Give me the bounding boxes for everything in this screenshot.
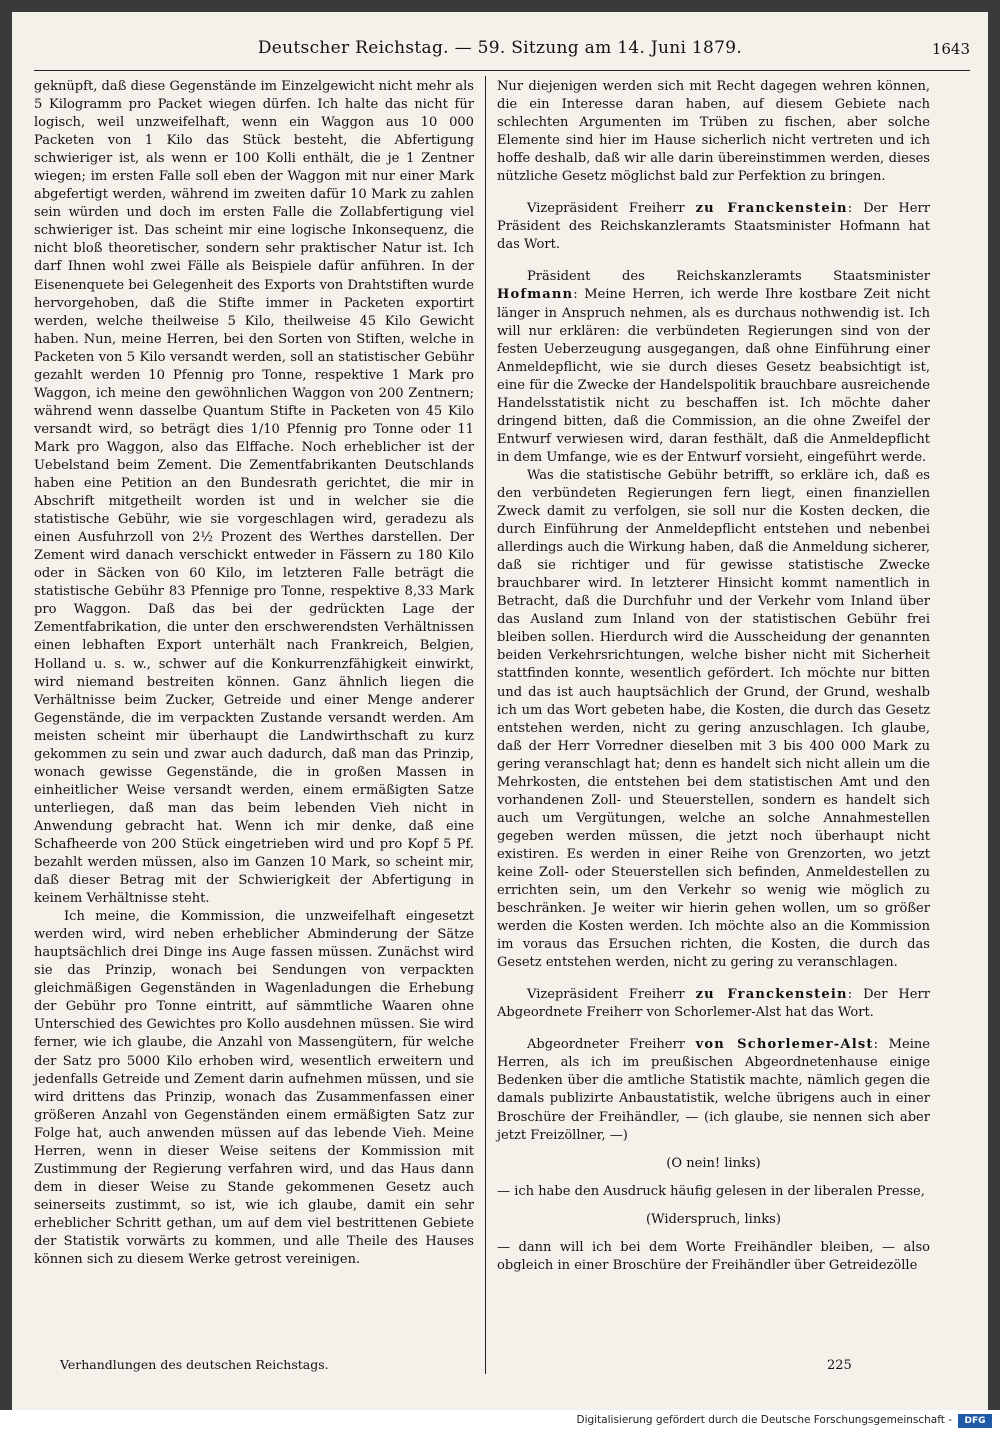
paragraph: — ich habe den Ausdruck häufig gelesen in der liberalen Presse, <box>497 1183 925 1199</box>
speech-text: : Meine Herren, ich werde Ihre kostbare Zeit nicht länger in Anspruch nehmen, als es durchaus nothwendig ist. Ich will nur erklären: die verbündeten Regierungen sind von der festen Ueberzeugung ausgegangen, daß ohne Einführung einer Anmeldepflicht, wie sie durch dieses Gesetz beabsichtigt ist, eine für die Zwecke der Handelspolitik brauchbare ausreichende Handelsstatistik nicht zu beschaffen ist. Ich möchte daher dringend bitten, daß die Commission, an die ohne Zweifel der Entwurf verwiesen wird, daran festhält, daß die Anmeldepflicht in dem Umfange, wie es der Entwurf vorsieht, eingeführt werde. <box>497 287 930 465</box>
page-title: Deutscher Reichstag. — 59. Sitzung am 14. Juni 1879. <box>257 38 743 58</box>
speaker-role: Präsident des Reichskanzleramts Staatsminister <box>527 269 930 285</box>
paragraph: geknüpft, daß diese Gegenstände im Einzelgewicht nicht mehr als 5 Kilogramm pro Packet wiegen dürfen. Ich halte das nicht für logisch, weil unzweifelhaft, wenn ein Waggon aus 10 000 Packeten von 1 Kilo das Stück besteht, die Abfertigung schwieriger ist, als wenn er 100 Kolli enthält, die je 1 Zentner wiegen; im ersten Falle soll eben der Waggon mit nur einer Mark abgefertigt werden, während im zweiten dafür 10 Mark zu zahlen sein würden und doch im ersten Falle die Zollabfertigung viel schwieriger ist. Das scheint mir eine logische Inkonsequenz, die nicht bloß theoretischer, sondern sehr praktischer Natur ist. Ich darf Ihnen wohl zwei Fälle als Beispiele dafür anführen. In der Eisenenquete bei Gelegenheit des Exports von Drahtstiften wurde hervorgehoben, daß die Stifte immer in Packeten exportirt werden, welche theilweise 5 Kilo, theilweise 45 Kilo Gewicht haben. Nun, meine Herren, bei den Sorten von Stiften, welche in Packeten von 5 Kilo versandt werden, soll an statistischer Gebühr gezahlt werden 10 Pfennig pro Tonne, respektive 1 Mark pro Waggon, ich meine den gewöhnlichen Waggon von 200 Zentnern; während wenn dasselbe Quantum Stifte in Packeten von 45 Kilo versandt wird, so beträgt dies 1/10 Pfennig pro Tonne oder 11 Mark pro Waggon, also das Elffache. Noch erheblicher ist der Uebelstand beim Zement. Die Zementfabrikanten Deutschlands haben eine Petition an den Bundesrath gerichtet, die mir in Abschrift mitgetheilt worden ist und in welcher sie die statistische Gebühr, wie sie vorgeschlagen wird, geradezu als einen Ausfuhrzoll von 2½ Prozent des Werthes darstellen. Der Zement wird danach verschickt entweder in Fässern zu 180 Kilo oder in Säcken von 60 Kilo, im letzteren Falle beträgt die statistische Gebühr 83 Pfennige pro Tonne, respektive 8,33 Mark pro Waggon. Daß das bei der gedrückten Lage der Zementfabrikation, die unter den erschwerendsten Verhältnissen einen lebhaften Export unterhält nach Frankreich, Belgien, Holland u. s. w., schwer auf die Konkurrenzfähigkeit einwirkt, wird niemand bestreiten können. Ganz ähnlich liegen die Verhältnisse beim Zucker, Getreide und einer Menge anderer Gegenstände, die im verpackten Zustande versandt werden. Am meisten scheint mir überhaupt die Landwirthschaft zu kurz gekommen zu sein und zwar auch dadurch, daß man das Prinzip, wonach gewisse Gegenstände, die in großen Massen in einheitlicher Weise versandt werden, einem ermäßigten Satze unterliegen, daß man das beim lebenden Vieh nicht in Anwendung gebracht hat. Wenn ich mir denke, daß eine Schafheerde von 200 Stück eingetrieben wird und pro Kopf 5 Pf. bezahlt werden müssen, also im Ganzen 10 Mark, so scheint mir, daß dieser Betrag mit der Schwierigkeit der Abfertigung in keinem Verhältnisse steht. <box>34 79 474 907</box>
paragraph: Ich meine, die Kommission, die unzweifelhaft eingesetzt werden wird, wird neben erheblicher Abminderung der Sätze hauptsächlich drei Dinge ins Auge fassen müssen. Zunächst wird sie das Prinzip, wonach bei Sendungen von verpackten gleichmäßigen Gegenständen in Wagenladungen die Erhebung der Gebühr pro Tonne eintritt, auf sämmtliche Waaren ohne Unterschied des Gewichtes pro Kollo ausdehnen müssen. Sie wird ferner, wie ich glaube, die Anzahl von Massengütern, für welche der Satz pro 5000 Kilo erhoben wird, wesentlich erweitern und jedenfalls Getreide und Zement darin aufnehmen müssen, und sie wird drittens das Prinzip, wonach das Zusammenfassen einer größeren Anzahl von Gegenständen einem ermäßigten Satz zur Folge hat, auch anwenden müssen auf das lebende Vieh. Meine Herren, wenn in dieser Weise seitens der Kommission mit Zustimmung der Regierung verfahren wird, und das Haus dann dem in dieser Weise zu Stande gekommenen Gesetz auch seinerseits zustimmt, so ist, wie ich glaube, damit ein sehr erheblicher Schritt gethan, um auf dem viel bestrittenen Gebiete der Statistik vorwärts zu kommen, und alle Theile des Hauses können sich zu diesem Werke getrost vereinigen. <box>34 909 474 1268</box>
paragraph: Nur diejenigen werden sich mit Recht dagegen wehren können, die ein Interesse daran haben, auf diesem Gebiete nach schlechten Argumenten im Trüben zu fischen, aber solche Elemente sind hier im Hause sicherlich nicht vertreten und ich hoffe deshalb, daß wir alle darin übereinstimmen werden, dieses nützliche Gesetz möglichst bald zur Perfektion zu bringen. <box>497 79 930 185</box>
speech-paragraph <box>497 268 930 467</box>
document-page <box>12 12 988 1412</box>
speech-paragraph <box>497 200 930 254</box>
speaker-name: zu Franckenstein <box>695 987 848 1003</box>
speaker-role: Abgeordneter Freiherr <box>527 1037 696 1053</box>
funding-banner <box>0 1410 1000 1432</box>
speaker-role: Vizepräsident Freiherr <box>527 987 696 1003</box>
paragraph: Was die statistische Gebühr betrifft, so erkläre ich, daß es den verbündeten Regierungen fern liegt, einen finanziellen Zweck damit zu verfolgen, sie soll nur die Kosten decken, die durch Einführung der Anmeldepflicht entstehen und nebenbei allerdings auch die Wirkung haben, daß die Anmeldung sicherer, daß sie richtiger und für gewisse statistische Zwecke brauchbarer wird. In letzterer Hinsicht kommt namentlich in Betracht, daß die Durchfuhr und der Verkehr vom Inland über das Ausland zum Inland von der statistischen Gebühr frei bleiben sollen. Hierdurch wird die Ausscheidung der genannten beiden Verkehrsrichtungen, welche bisher nicht mit Sicherheit stattfinden konnte, wesentlich gefördert. Ich möchte nur bitten und das ist auch hauptsächlich der Grund, der Grund, weshalb ich um das Wort gebeten habe, die Kosten, die durch das Gesetz entstehen werden, nicht zu gering anzuschlagen. Ich glaube, daß der Herr Vorredner dieselben mit 3 bis 400 000 Mark zu gering veranschlagt hat; denn es handelt sich nicht allein um die Mehrkosten, die entstehen bei dem statistischen Amt und den vorhandenen Zoll- und Steuerstellen, sondern es handelt sich auch um Vergütungen, welche an solche Annahmestellen gegeben werden müssen, die jetzt noch überhaupt nicht existiren. Es werden in einer Reihe von Grenzorten, wo jetzt keine Zoll- oder Steuerstellen sich befinden, Anmeldestellen zu errichten sein, um den Verkehr so wenig wie möglich zu beschränken. Je weiter wir hierin gehen wollen, um so größer werden die Kosten werden. Ich möchte also an die Kommission im voraus das Ersuchen richten, die Kosten, die durch das Gesetz entstehen werden, nicht zu gering zu veranschlagen. <box>497 467 930 971</box>
funding-text: Digitalisierung gefördert durch die Deutsche Forschungsgemeinschaft - <box>576 1414 952 1426</box>
speech-paragraph <box>497 986 930 1022</box>
dfg-logo: DFG <box>958 1414 992 1428</box>
speaker-name: zu Franckenstein <box>695 201 848 217</box>
speaker-role: Vizepräsident Freiherr <box>527 201 696 217</box>
interjection: (O nein! links) <box>666 1155 761 1171</box>
footer-source: Verhandlungen des deutschen Reichstags. <box>60 1357 329 1372</box>
page-number: 1643 <box>931 40 970 58</box>
paragraph: — dann will ich bei dem Worte Freihändler bleiben, — also obgleich in einer Broschüre der Freihändler über Getreidezölle <box>497 1239 930 1273</box>
speech-text: : Der Herr Abgeordnete Freiherr von Schorlemer-Alst hat das Wort. <box>497 987 930 1021</box>
speech-paragraph <box>497 1036 930 1144</box>
speech-text: : Der Herr Präsident des Reichskanzleramts Staatsminister Hofmann hat das Wort. <box>497 201 930 253</box>
column-divider <box>485 76 486 1374</box>
running-header <box>12 38 988 64</box>
speaker-name: von Schorlemer-Alst <box>695 1037 874 1053</box>
right-column <box>497 78 930 1275</box>
speaker-name: Hofmann <box>497 287 574 303</box>
speech-text: : Meine Herren, als ich im preußischen Abgeordnetenhause einige Bedenken über die amtliche Statistik machte, nämlich gegen die damals publizirte Anbaustatistik, welche übrigens auch in einer Broschüre der Freihändler, — (ich glaube, sie nennen sich aber jetzt Freizöllner, —) <box>497 1037 930 1143</box>
interjection: (Widerspruch, links) <box>646 1211 781 1227</box>
left-column <box>34 78 474 1269</box>
sheet-number: 225 <box>827 1358 852 1373</box>
header-rule <box>34 70 970 71</box>
